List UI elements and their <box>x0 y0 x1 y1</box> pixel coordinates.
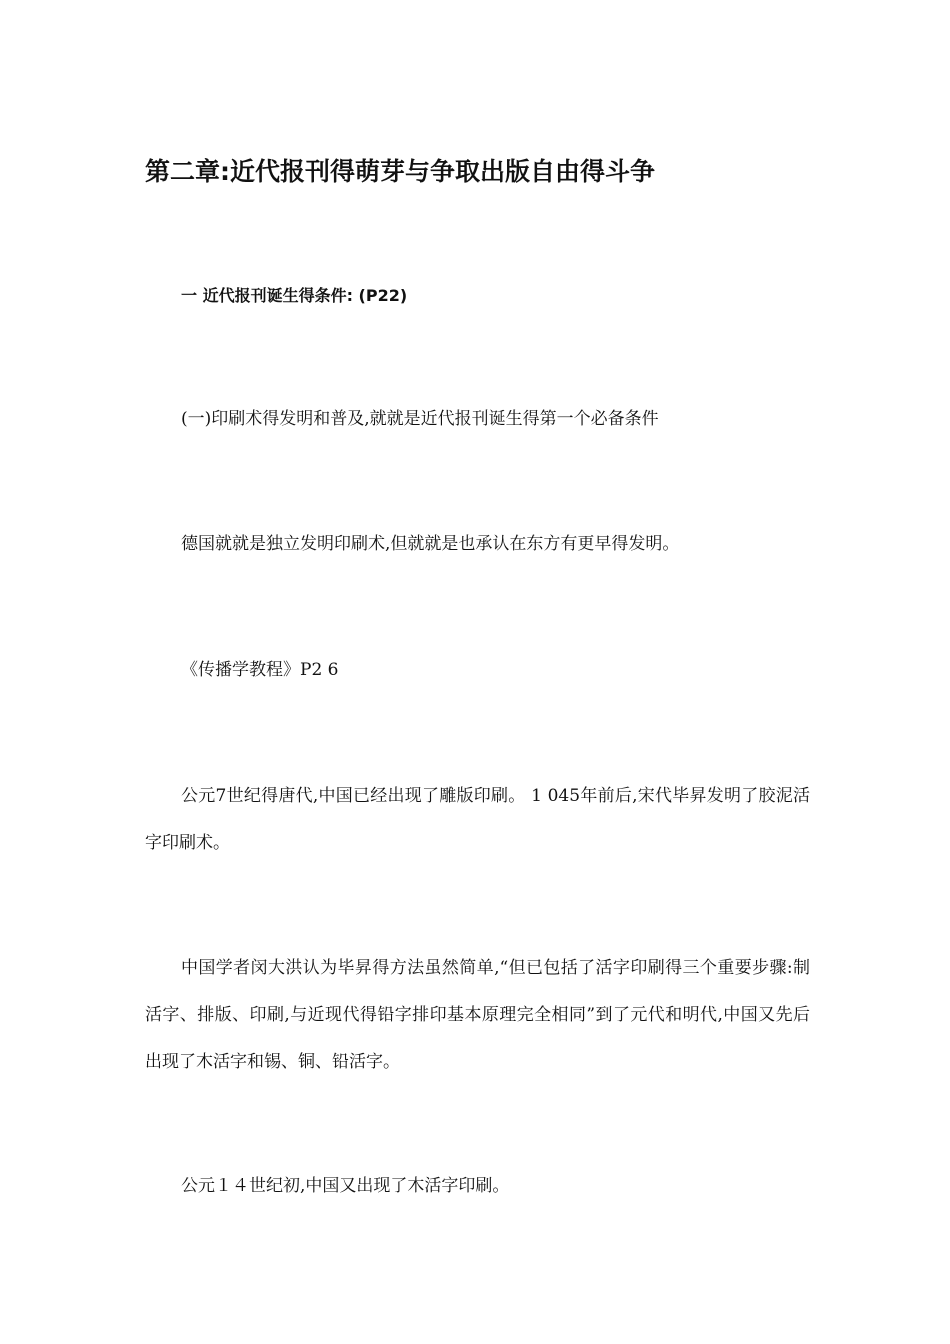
paragraph-printing-condition: (一)印刷术得发明和普及,就就是近代报刊诞生得第一个必备条件 <box>181 409 659 429</box>
paragraph-tang-song: 公元7世纪得唐代,中国已经出现了雕版印刷。 1 045年前后,宋代毕昇发明了胶泥活字印刷术。 <box>145 786 810 853</box>
paragraph-germany: 德国就就是独立发明印刷术,但就就是也承认在东方有更早得发明。 <box>181 534 680 554</box>
section-heading: 一 近代报刊诞生得条件: (P22) <box>181 286 408 305</box>
paragraph-min-dahong: 中国学者闵大洪认为毕昇得方法虽然简单,“但已包括了活字印刷得三个重要步骤:制活字、排版、印刷,与近现代得铅字排印基本原理完全相同”到了元代和明代,中国又先后出现了木活字和锡、铜、铅活字。 <box>145 958 810 1072</box>
chapter-title: 第二章:近代报刊得萌芽与争取出版自由得斗争 <box>145 157 655 186</box>
paragraph-reference: 《传播学教程》P2 6 <box>181 660 339 680</box>
paragraph-14th-century: 公元１４世纪初,中国又出现了木活字印刷。 <box>181 1176 510 1196</box>
